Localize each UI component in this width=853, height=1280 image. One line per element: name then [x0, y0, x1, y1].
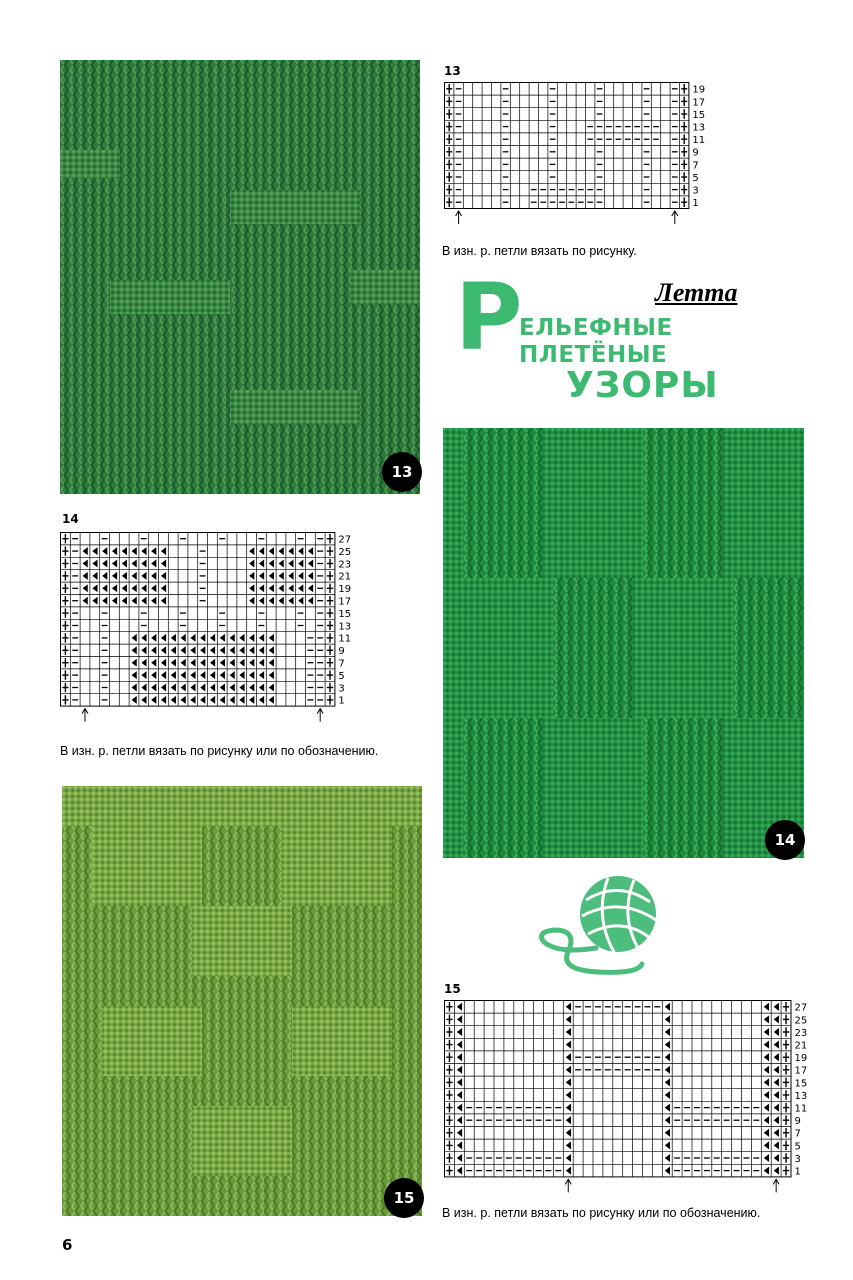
- title-line-3: УЗОРЫ: [566, 365, 719, 406]
- row-number: 7: [692, 160, 699, 172]
- row-number: 3: [338, 683, 345, 695]
- row-number: 17: [692, 97, 706, 109]
- row-number: 13: [794, 1090, 808, 1102]
- knit-texture-14: [443, 428, 804, 858]
- row-number: 15: [692, 109, 706, 121]
- swatch-number-badge: 15: [384, 1178, 424, 1218]
- title-initial: Р: [455, 264, 523, 371]
- row-number: 15: [794, 1078, 808, 1090]
- row-number: 3: [692, 185, 699, 197]
- row-number: 27: [794, 1002, 808, 1014]
- row-number: 7: [338, 658, 345, 670]
- row-number: 15: [338, 608, 352, 620]
- row-number: 9: [692, 147, 699, 159]
- row-number: 5: [692, 172, 699, 184]
- row-number: 7: [794, 1128, 801, 1140]
- yarn-ball-drawing: [538, 872, 668, 982]
- row-number: 17: [338, 596, 352, 608]
- row-number: 23: [338, 559, 352, 571]
- row-number: 11: [338, 633, 352, 645]
- swatch-number-badge: 14: [765, 820, 805, 860]
- knit-texture-13: [60, 60, 420, 494]
- knit-texture-15: [62, 786, 422, 1216]
- row-number: 19: [338, 584, 352, 596]
- row-number: 25: [338, 546, 352, 558]
- row-number: 19: [794, 1053, 808, 1065]
- row-number: 27: [338, 534, 352, 546]
- stitch-chart-14: [60, 532, 370, 747]
- row-number: 21: [338, 571, 352, 583]
- chart-grid: [444, 1000, 814, 1205]
- chart-grid: [444, 82, 724, 242]
- swatch-photo-14: [443, 428, 804, 858]
- page-number: 6: [62, 1236, 73, 1254]
- row-number: 11: [692, 135, 706, 147]
- row-number: 1: [338, 695, 345, 707]
- stitch-chart-15: [444, 1000, 814, 1210]
- row-number: 25: [794, 1015, 808, 1027]
- row-number: 1: [692, 198, 699, 210]
- row-number: 3: [794, 1153, 801, 1165]
- row-number: 19: [692, 84, 706, 96]
- row-number: 13: [338, 621, 352, 633]
- stitch-chart-13: [444, 82, 724, 247]
- row-number: 9: [794, 1116, 801, 1128]
- row-number: 1: [794, 1166, 801, 1178]
- chart-label: 14: [62, 512, 79, 526]
- row-number: 13: [692, 122, 706, 134]
- title-line-2: ПЛЕТЁНЫЕ: [519, 342, 668, 368]
- row-number: 23: [794, 1027, 808, 1039]
- row-number: 17: [794, 1065, 808, 1077]
- row-number: 5: [338, 670, 345, 682]
- row-number: 9: [338, 646, 345, 658]
- chart-grid: [60, 532, 370, 742]
- swatch-number-badge: 13: [382, 452, 422, 492]
- yarn-ball-icon: [538, 872, 668, 987]
- chart-label: 13: [444, 64, 461, 78]
- swatch-photo-13: [60, 60, 420, 494]
- row-number: 5: [794, 1141, 801, 1153]
- brand-logo: Летта: [655, 278, 738, 307]
- swatch-photo-15: [62, 786, 422, 1216]
- row-number: 11: [794, 1103, 808, 1115]
- chart-label: 15: [444, 982, 461, 996]
- chart-caption: В изн. р. петли вязать по рисунку.: [442, 244, 637, 258]
- chart-caption: В изн. р. петли вязать по рисунку или по обозначению.: [60, 744, 379, 758]
- chart-caption: В изн. р. петли вязать по рисунку или по обозначению.: [442, 1206, 761, 1220]
- row-number: 21: [794, 1040, 808, 1052]
- title-line-1: ЕЛЬЕФНЫЕ: [519, 315, 673, 341]
